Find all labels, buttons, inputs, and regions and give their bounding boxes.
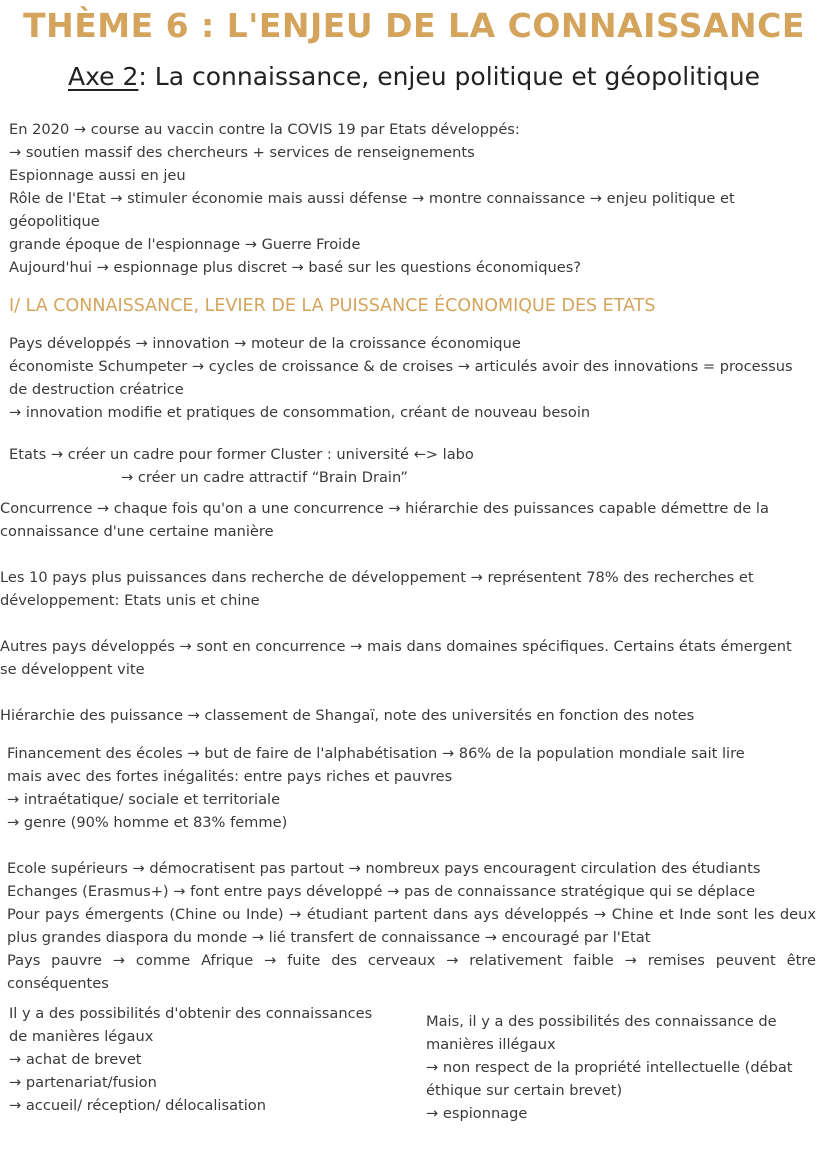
text-line: mais avec des fortes inégalités: entre pays riches et pauvres [7,768,453,785]
text-line: Il y a des possibilités d'obtenir des connaissances [9,1005,373,1022]
hierarchie-block [0,704,694,727]
text-line: Pays développés → innovation → moteur de la croissance économique [9,335,521,352]
page-title: THÈME 6 : L'ENJEU DE LA CONNAISSANCE [23,6,805,45]
text-line: économiste Schumpeter → cycles de croissance & de croises → articulés avoir des innovations = processus [9,358,793,375]
text-line: géopolitique [9,213,100,230]
text-paragraph: Pays pauvre → comme Afrique → fuite des cerveaux → relativement faible → remises peuvent être conséquentes [7,952,816,992]
text-line: développement: Etats unis et chine [0,592,260,609]
text-line: → genre (90% homme et 83% femme) [7,814,288,831]
text-line: Etats → créer un cadre pour former Cluster : université ←> labo [9,446,474,463]
ecole-block [7,857,816,995]
text-line: → créer un cadre attractif “Brain Drain” [121,469,408,486]
text-line: de manières légaux [9,1028,154,1045]
text-line: Autres pays développés → sont en concurrence → mais dans domaines spécifiques. Certains états émergent [0,638,792,655]
text-line: → non respect de la propriété intellectuelle (débat [426,1059,793,1076]
text-line: manières illégaux [426,1036,556,1053]
text-line: Rôle de l'Etat → stimuler économie mais aussi défense → montre connaissance → enjeu politique et [9,190,735,207]
text-line: → espionnage [426,1105,528,1122]
text-line: Ecole supérieurs → démocratisent pas partout → nombreux pays encouragent circulation des étudiants [7,860,761,877]
text-line: Hiérarchie des puissance → classement de Shangaï, note des universités en fonction des notes [0,707,695,724]
text-line: Mais, il y a des possibilités des connaissance de [426,1013,777,1030]
illegaux-block [426,1010,793,1125]
etats-block [9,443,474,489]
autres-pays-block [0,635,792,681]
text-line: se développent vite [0,661,145,678]
text-line: → accueil/ réception/ délocalisation [9,1097,266,1114]
text-line: Echanges (Erasmus+) → font entre pays développé → pas de connaissance stratégique qui se déplace [7,883,756,900]
dix-pays-block [0,566,754,612]
text-line: Les 10 pays plus puissances dans recherche de développement → représentent 78% des recherches et [0,569,754,586]
innovation-block [9,332,793,424]
text-line: Espionnage aussi en jeu [9,167,186,184]
text-line: de destruction créatrice [9,381,184,398]
legaux-block [9,1002,372,1117]
concurrence-block [0,497,769,543]
text-line: → innovation modifie et pratiques de consommation, créant de nouveau besoin [9,404,591,421]
text-line: → achat de brevet [9,1051,142,1068]
axe-label: Axe 2 [68,62,139,91]
text-line: → partenariat/fusion [9,1074,157,1091]
text-paragraph: Pour pays émergents (Chine ou Inde) → étudiant partent dans ays développés → Chine et Inde sont les deux plus grandes diaspora du monde → lié transfert de connaissance → encouragé par l'Etat [7,906,816,946]
text-line: grande époque de l'espionnage → Guerre Froide [9,236,361,253]
text-line: Concurrence → chaque fois qu'on a une concurrence → hiérarchie des puissances capable démettre de la [0,500,769,517]
text-line: Financement des écoles → but de faire de l'alphabétisation → 86% de la population mondiale sait lire [7,745,745,762]
intro-block [9,118,735,279]
text-line: → intraétatique/ sociale et territoriale [7,791,281,808]
text-line: éthique sur certain brevet) [426,1082,623,1099]
text-line: En 2020 → course au vaccin contre la COVIS 19 par Etats développés: [9,121,520,138]
text-line: → soutien massif des chercheurs + services de renseignements [9,144,475,161]
text-line: Aujourd'hui → espionnage plus discret → basé sur les questions économiques? [9,259,582,276]
text-line: connaissance d'une certaine manière [0,523,274,540]
axe-title: : La connaissance, enjeu politique et géopolitique [138,62,760,91]
financement-block [7,742,745,834]
section-heading: I/ LA CONNAISSANCE, LEVIER DE LA PUISSANCE ÉCONOMIQUE DES ETATS [9,296,656,316]
page-subtitle [0,62,828,91]
